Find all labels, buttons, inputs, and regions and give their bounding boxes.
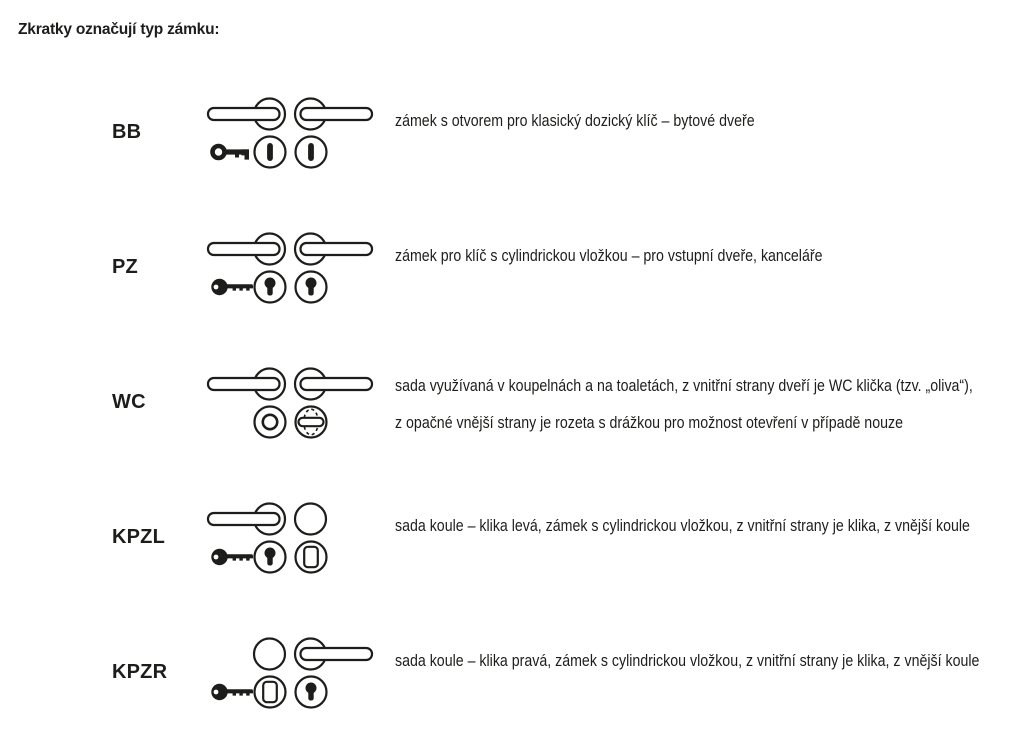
- lock-type-row: [0, 637, 1011, 711]
- description-line: sada koule – klika pravá, zámek s cylindrickou vložkou, z vnitřní strany je klika, z vnější koule: [395, 652, 980, 670]
- lock-description: [395, 244, 822, 268]
- description-line: zámek s otvorem pro klasický dozický klíč – bytové dveře: [395, 112, 755, 130]
- rosette-keyhole-icon: [255, 137, 286, 168]
- lock-code-label: PZ: [112, 256, 138, 278]
- lock-code-label: KPZL: [112, 526, 166, 548]
- rosette-round-icon: [255, 407, 286, 438]
- description-line: z opačné vnější strany je rozeta s drážkou pro možnost otevření v případě nouze: [395, 414, 903, 432]
- lock-type-row: [0, 502, 1011, 576]
- knob-icon: [254, 639, 285, 670]
- lock-hardware-icon: [208, 232, 374, 304]
- description-line: sada koule – klika levá, zámek s cylindrickou vložkou, z vnitřní strany je klika, z vnější koule: [395, 517, 970, 535]
- rosette-blind-icon: [255, 677, 286, 708]
- lock-hardware-icon: [208, 367, 374, 439]
- lock-description: [395, 109, 755, 133]
- lever-left-icon: [208, 369, 285, 400]
- rosette-keyhole-icon: [296, 137, 327, 168]
- lever-right-icon: [295, 234, 372, 265]
- lever-right-icon: [295, 369, 372, 400]
- key-cylinder-icon: [211, 549, 253, 565]
- lever-right-icon: [295, 99, 372, 130]
- lever-left-icon: [208, 234, 285, 265]
- rosette-oliva-icon: [296, 407, 327, 438]
- lock-type-row: [0, 367, 1011, 441]
- rosette-blind-icon: [296, 542, 327, 573]
- lock-hardware-icon: [208, 502, 374, 574]
- lock-code-label: KPZR: [112, 661, 168, 683]
- lock-description: [395, 649, 979, 673]
- rosette-cylinder-icon: [255, 272, 286, 303]
- lever-left-icon: [208, 504, 285, 535]
- lock-type-row: [0, 97, 1011, 171]
- key-cylinder-icon: [211, 684, 253, 700]
- lever-left-icon: [208, 99, 285, 130]
- lock-hardware-icon: [208, 637, 374, 709]
- lock-code-label: BB: [112, 121, 142, 143]
- rosette-cylinder-icon: [296, 677, 327, 708]
- lock-hardware-icon: [208, 97, 374, 169]
- description-line: zámek pro klíč s cylindrickou vložkou – pro vstupní dveře, kanceláře: [395, 247, 823, 265]
- page-title: Zkratky označují typ zámku:: [18, 21, 220, 38]
- rosette-cylinder-icon: [255, 542, 286, 573]
- lock-code-label: WC: [112, 391, 146, 413]
- lever-right-icon: [295, 639, 372, 670]
- knob-icon: [295, 504, 326, 535]
- rosette-cylinder-icon: [296, 272, 327, 303]
- key-cylinder-icon: [211, 279, 253, 295]
- lock-type-row: [0, 232, 1011, 306]
- lock-description: [395, 514, 970, 538]
- key-classic-icon: [213, 146, 250, 160]
- description-line: sada využívaná v koupelnách a na toaletách, z vnitřní strany dveří je WC klička (tzv. „oliva“),: [395, 377, 973, 395]
- lock-description: [395, 368, 973, 442]
